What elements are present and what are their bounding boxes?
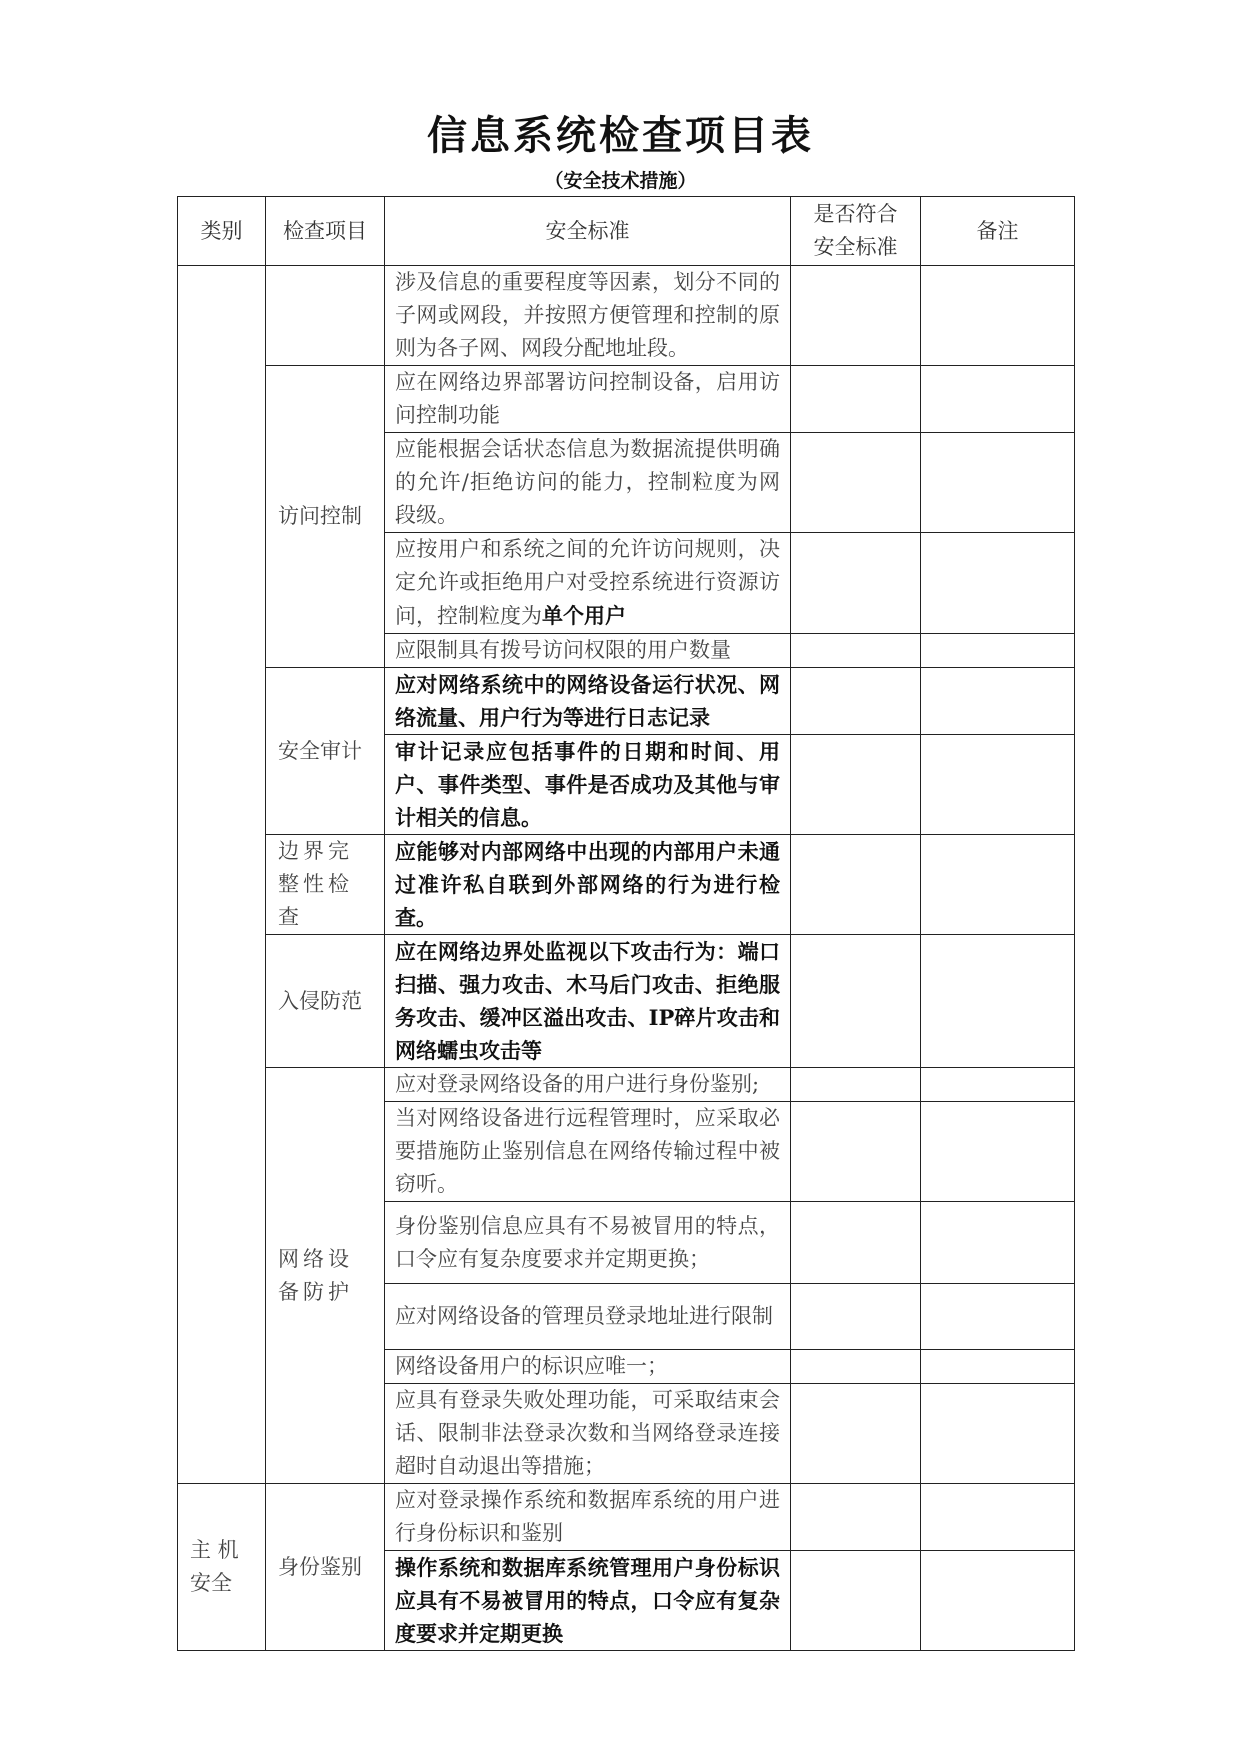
header-standard: 安全标准 bbox=[385, 197, 791, 266]
standard-cell: 应对网络设备的管理员登录地址进行限制 bbox=[385, 1284, 791, 1350]
standard-cell: 审计记录应包括事件的日期和时间、用户、事件类型、事件是否成功及其他与审计相关的信息。 bbox=[385, 735, 791, 835]
table-row bbox=[178, 935, 1075, 1068]
remark-cell[interactable] bbox=[921, 366, 1075, 433]
table-header-row bbox=[178, 197, 1075, 266]
remark-cell[interactable] bbox=[921, 433, 1075, 533]
standard-cell: 应在网络边界处监视以下攻击行为：端口扫描、强力攻击、木马后门攻击、拒绝服务攻击、缓冲区溢出攻击、IP碎片攻击和网络蠕虫攻击等 bbox=[385, 935, 791, 1068]
remark-cell[interactable] bbox=[921, 1102, 1075, 1202]
table-row bbox=[178, 668, 1075, 735]
conform-cell[interactable] bbox=[791, 1384, 921, 1484]
item-cell-security-audit: 安全审计 bbox=[266, 668, 385, 835]
table-row bbox=[178, 366, 1075, 433]
conform-cell[interactable] bbox=[791, 668, 921, 735]
category-label: 主 机 安全 bbox=[190, 1538, 239, 1595]
conform-cell[interactable] bbox=[791, 1284, 921, 1350]
conform-cell[interactable] bbox=[791, 835, 921, 935]
item-cell-intrusion-prevention: 入侵防范 bbox=[266, 935, 385, 1068]
remark-cell[interactable] bbox=[921, 533, 1075, 634]
item-cell-device-protection: 网络设备防护 bbox=[266, 1068, 385, 1484]
standard-cell: 应能够对内部网络中出现的内部用户未通过准许私自联到外部网络的行为进行检查。 bbox=[385, 835, 791, 935]
item-cell-boundary-integrity: 边界完整性检查 bbox=[266, 835, 385, 935]
item-cell-blank bbox=[266, 266, 385, 366]
remark-cell[interactable] bbox=[921, 1068, 1075, 1102]
standard-cell: 身份鉴别信息应具有不易被冒用的特点，口令应有复杂度要求并定期更换； bbox=[385, 1202, 791, 1284]
conform-cell[interactable] bbox=[791, 1068, 921, 1102]
standard-cell: 操作系统和数据库系统管理用户身份标识应具有不易被冒用的特点，口令应有复杂度要求并定期更换 bbox=[385, 1551, 791, 1651]
remark-cell[interactable] bbox=[921, 1551, 1075, 1651]
conform-cell[interactable] bbox=[791, 1202, 921, 1284]
conform-cell[interactable] bbox=[791, 433, 921, 533]
table-row bbox=[178, 266, 1075, 366]
conform-cell[interactable] bbox=[791, 935, 921, 1068]
document-title: 信息系统检查项目表 bbox=[427, 112, 814, 159]
remark-cell[interactable] bbox=[921, 735, 1075, 835]
conform-cell[interactable] bbox=[791, 533, 921, 634]
category-cell-host-security bbox=[178, 1484, 266, 1651]
header-remark: 备注 bbox=[921, 197, 1075, 266]
standard-cell: 应对登录操作系统和数据库系统的用户进行身份标识和鉴别 bbox=[385, 1484, 791, 1551]
conform-cell[interactable] bbox=[791, 1102, 921, 1202]
conform-cell[interactable] bbox=[791, 1484, 921, 1551]
remark-cell[interactable] bbox=[921, 935, 1075, 1068]
conform-cell[interactable] bbox=[791, 735, 921, 835]
standard-cell: 涉及信息的重要程度等因素，划分不同的子网或网段，并按照方便管理和控制的原则为各子网、网段分配地址段。 bbox=[385, 266, 791, 366]
table-row bbox=[178, 1484, 1075, 1551]
conform-cell[interactable] bbox=[791, 266, 921, 366]
remark-cell[interactable] bbox=[921, 634, 1075, 668]
item-cell-identity-auth: 身份鉴别 bbox=[266, 1484, 385, 1651]
document-subtitle: （安全技术措施） bbox=[544, 170, 697, 192]
standard-text: 应按用户和系统之间的允许访问规则，决定允许或拒绝用户对受控系统进行资源访问，控制粒度为 bbox=[395, 537, 780, 628]
remark-cell[interactable] bbox=[921, 1284, 1075, 1350]
conform-cell[interactable] bbox=[791, 634, 921, 668]
standard-cell: 应具有登录失败处理功能，可采取结束会话、限制非法登录次数和当网络登录连接超时自动退出等措施； bbox=[385, 1384, 791, 1484]
standard-cell: 应在网络边界部署访问控制设备，启用访问控制功能 bbox=[385, 366, 791, 433]
remark-cell[interactable] bbox=[921, 1484, 1075, 1551]
standard-cell: 应对登录网络设备的用户进行身份鉴别; bbox=[385, 1068, 791, 1102]
standard-cell: 应限制具有拨号访问权限的用户数量 bbox=[385, 634, 791, 668]
standard-cell: 当对网络设备进行远程管理时，应采取必要措施防止鉴别信息在网络传输过程中被窃听。 bbox=[385, 1102, 791, 1202]
table-row bbox=[178, 835, 1075, 935]
standard-cell: 网络设备用户的标识应唯一； bbox=[385, 1350, 791, 1384]
remark-cell[interactable] bbox=[921, 1384, 1075, 1484]
category-cell-network bbox=[178, 266, 266, 1484]
remark-cell[interactable] bbox=[921, 835, 1075, 935]
remark-cell[interactable] bbox=[921, 1350, 1075, 1384]
header-category: 类别 bbox=[178, 197, 266, 266]
remark-cell[interactable] bbox=[921, 266, 1075, 366]
standard-cell bbox=[385, 533, 791, 634]
table-row bbox=[178, 1068, 1075, 1102]
remark-cell[interactable] bbox=[921, 668, 1075, 735]
remark-cell[interactable] bbox=[921, 1202, 1075, 1284]
conform-cell[interactable] bbox=[791, 366, 921, 433]
standard-bold-text: 单个用户 bbox=[542, 603, 626, 628]
conform-cell[interactable] bbox=[791, 1551, 921, 1651]
standard-cell: 应对网络系统中的网络设备运行状况、网络流量、用户行为等进行日志记录 bbox=[385, 668, 791, 735]
item-cell-access-control: 访问控制 bbox=[266, 366, 385, 668]
header-conform: 是否符合安全标准 bbox=[791, 197, 921, 266]
conform-cell[interactable] bbox=[791, 1350, 921, 1384]
header-item: 检查项目 bbox=[266, 197, 385, 266]
standard-cell: 应能根据会话状态信息为数据流提供明确的允许/拒绝访问的能力，控制粒度为网段级。 bbox=[385, 433, 791, 533]
inspection-table bbox=[177, 196, 1075, 1651]
